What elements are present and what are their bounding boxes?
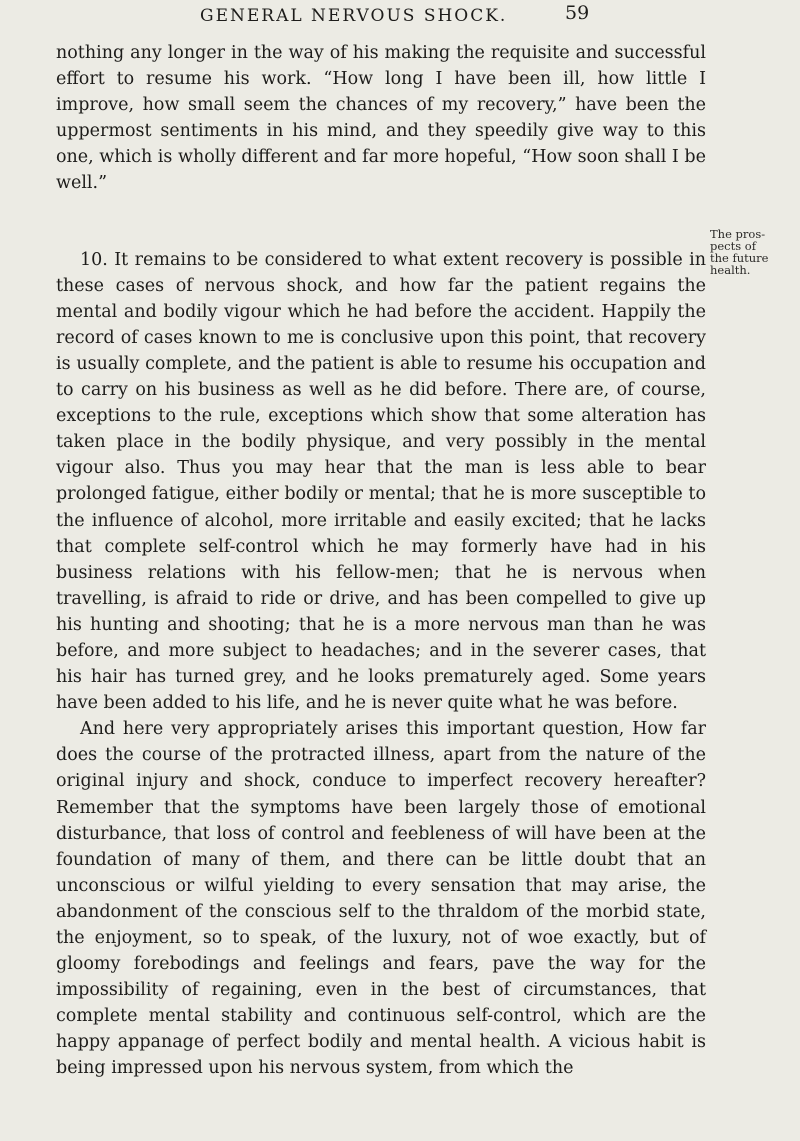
section-gap [56,197,706,247]
running-head-title: GENERAL NERVOUS SHOCK. [200,6,508,26]
paragraph-question: And here very appropriately arises this important question, How far does the course of the protracted illness, apart from the nature of the original injury and shock, conduce to imperfect recovery hereafter? Remember that the symptoms have been largely those of emotional disturbance, that loss of control and feebleness of will have been at the foundation of many of them, and there can be little doubt that an unconscious or wilful yielding to every sensation that may arise, the abandonment of the conscious self to the thraldom of the morbid state, the enjoyment, so to speak, of the luxury, not of woe exactly, but of gloomy forebodings and feelings and fears, pave the way for the impossibility of regaining, even in the best of circumstances, that complete mental stability and continuous self-control, which are the happy appanage of perfect bodily and mental health. A vicious habit is being impressed upon his nervous system, from which the [56,719,706,1079]
paragraph-section-10: 10. It remains to be considered to what extent recovery is possible in these cases of nervous shock, and how far the patient regains the mental and bodily vigour which he had before the accident. Happily the record of cases known to me is conclusive upon this point, that recovery is usually complete, and the patient is able to resume his occupation and to carry on his business as well as he did before. There are, of course, exceptions to the rule, exceptions which show that some alteration has taken place in the bodily physique, and very possibly in the mental vigour also. Thus you may hear that the man is less able to bear prolonged fatigue, either bodily or mental; that he is more susceptible to the influence of alcohol, more irritable and easily excited; that he lacks that complete self-control which he may formerly have had in his business relations with his fellow-men; that he is nervous when travelling, is afraid to ride or drive, and has been compelled to give up his hunting and shooting; that he is a more nervous man than he was before, and more subject to headaches; and in the severer cases, that his hair has turned grey, and he looks prematurely aged. Some years have been added to his life, and he is never quite what he was before. [56,249,706,714]
paragraph-continuation: nothing any longer in the way of his making the requisite and successful effort to resume his work. “How long I have been ill, how little I improve, how small seem the chances of my recovery,” have been the uppermost sentiments in his mind, and they speedily give way to this one, which is wholly different and far more hopeful, “How soon shall I be well.” [56,43,706,194]
page-number: 59 [565,2,590,24]
margin-note-line: pects of [710,239,756,253]
margin-note-line: health. [710,263,751,277]
margin-note-line: The pros- [710,227,766,241]
margin-note [710,228,790,276]
margin-note-line: the future [710,251,769,265]
body-text [56,40,706,1082]
running-head [200,2,620,30]
